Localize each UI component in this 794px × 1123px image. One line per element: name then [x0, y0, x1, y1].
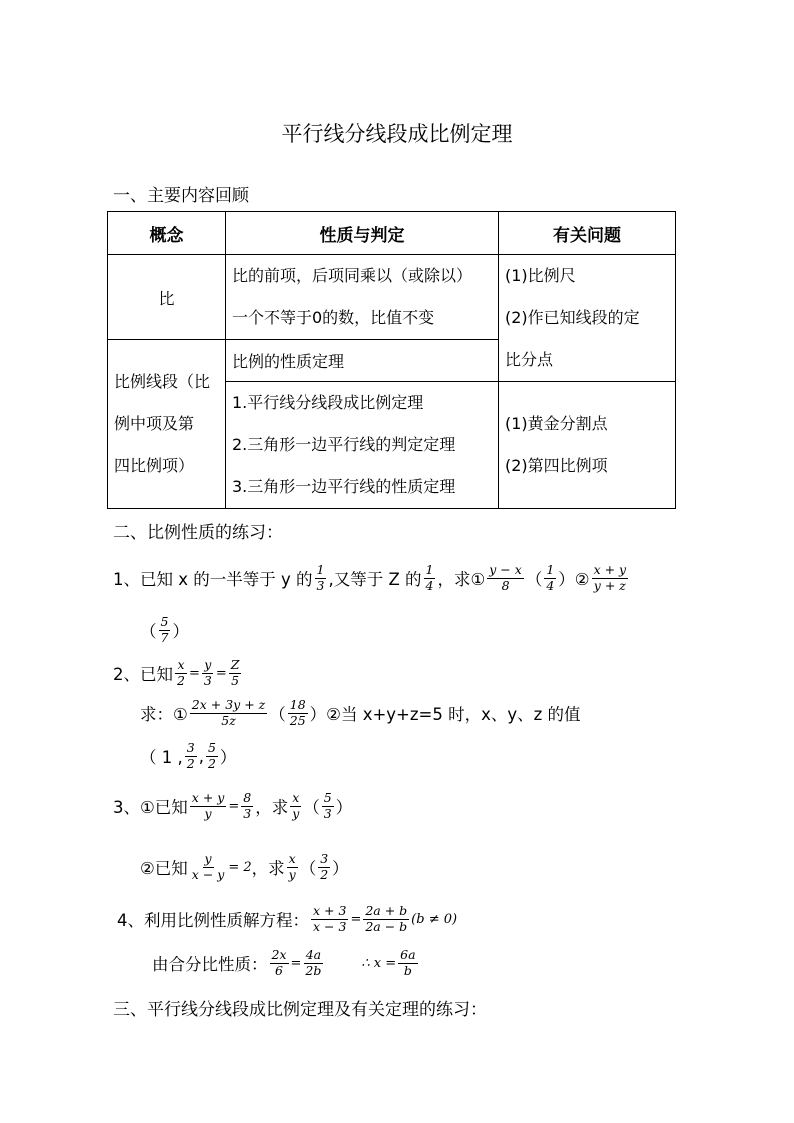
- property-top: 比例的性质定理: [226, 340, 499, 382]
- problem-1-answer-2: [140, 610, 189, 650]
- concept-line-1: 比例线段（比: [114, 372, 211, 391]
- p1-a1-open: （: [525, 570, 543, 589]
- table-row: [108, 255, 676, 340]
- fraction: $\frac{y}{3}$: [203, 657, 212, 688]
- related-segments: [499, 382, 676, 509]
- equals-sign: =: [290, 955, 302, 971]
- p1-mid1: ,又等于 Z 的: [328, 570, 422, 589]
- p2-ask: 求：①: [140, 705, 188, 724]
- fraction: $\frac{x}{y}$: [288, 851, 296, 882]
- fraction: $\frac{Z}{5}$: [230, 657, 240, 688]
- fraction: $\frac{y - x}{8}$: [489, 562, 522, 593]
- fraction: $\frac{x + y}{y + z}$: [593, 562, 627, 593]
- fraction: $\frac{5}{3}$: [323, 790, 332, 821]
- equals-sign: =: [350, 911, 362, 927]
- p3-a1-close: ）: [335, 798, 353, 817]
- p1-a2-close: ）: [172, 622, 189, 641]
- problem-1: [113, 556, 630, 600]
- fraction: $\frac{18}{25}$: [289, 697, 306, 728]
- review-table: [107, 211, 676, 509]
- concept-line-3: 四比例项）: [114, 456, 195, 475]
- header-property: 性质与判定: [226, 212, 499, 255]
- property-ratio-line-1: 比的前项，后项同乘以（或除以）: [232, 266, 473, 285]
- concept-line-2: 例中项及第: [114, 414, 195, 433]
- fraction: $\frac{1}{3}$: [316, 562, 325, 593]
- header-concept: 概念: [108, 212, 226, 255]
- fraction: $\frac{4a}{2b}$: [305, 947, 322, 978]
- fraction: $\frac{1}{4}$: [425, 562, 434, 593]
- fraction: $\frac{3}{2}$: [186, 740, 195, 771]
- fraction: $\frac{5}{2}$: [207, 740, 216, 771]
- problem-2: [113, 652, 243, 694]
- page-title: 平行线分线段成比例定理: [281, 122, 513, 146]
- fraction: $\frac{x}{y}$: [292, 790, 300, 821]
- header-related: 有关问题: [499, 212, 676, 255]
- table-header-row: [108, 212, 676, 255]
- concept-proportional-segments: [108, 340, 226, 509]
- therefore-x: ∴ x =: [361, 955, 397, 971]
- p2-ans-comma: ,: [198, 746, 204, 766]
- fraction: $\frac{2x}{6}$: [271, 947, 287, 978]
- p2-a1-close: ）②当 x+y+z=5 时，x、y、z 的值: [309, 705, 581, 724]
- p3-a2-close: ）: [332, 859, 349, 878]
- concept-ratio: 比: [108, 255, 226, 340]
- p2-prefix: 2、已知: [113, 665, 173, 684]
- p3-prefix2: ②已知: [140, 859, 188, 878]
- related-ratio-line-2: (2)作已知线段的定: [505, 308, 640, 327]
- p4-step-prefix: 由合分比性质：: [152, 955, 268, 974]
- property-theorems: [226, 382, 499, 509]
- problem-4: [117, 898, 457, 940]
- fraction: $\frac{1}{4}$: [546, 562, 555, 593]
- equals-sign: =: [188, 665, 200, 681]
- section-1-heading: 一、主要内容回顾: [113, 186, 249, 206]
- p3-ask1: ，求: [255, 798, 289, 817]
- p2-ans-close: ）: [219, 748, 237, 767]
- problem-2-ask: [140, 692, 581, 734]
- property-ratio: [226, 255, 499, 340]
- fraction: $\frac{6a}{b}$: [400, 947, 416, 978]
- condition: (b ≠ 0): [411, 911, 458, 927]
- equals-sign: =: [215, 665, 227, 681]
- problem-3a: [113, 785, 352, 827]
- p2-a1-open: （: [269, 705, 286, 724]
- theorem-line-2: 2.三角形一边平行线的判定定理: [232, 435, 456, 454]
- section-2-heading: 二、比例性质的练习：: [113, 523, 283, 543]
- problem-2-answer: [140, 735, 236, 777]
- related-ratio-line-1: (1)比例尺: [505, 266, 576, 285]
- theorem-line-3: 3.三角形一边平行线的性质定理: [232, 477, 456, 496]
- related-ratio: [499, 255, 676, 382]
- fraction: $\frac{x}{2}$: [177, 657, 185, 688]
- p3-ask2: ，求: [251, 859, 285, 878]
- property-ratio-line-2: 一个不等于0的数，比值不变: [232, 308, 435, 327]
- fraction: $\frac{8}{3}$: [243, 790, 252, 821]
- related-seg-line-1: (1)黄金分割点: [505, 414, 608, 433]
- p3-a2-open: （: [299, 859, 317, 878]
- p2-ans-open: （ 1 ,: [140, 748, 183, 767]
- theorem-line-1: 1.平行线分线段成比例定理: [232, 393, 424, 412]
- fraction: $\frac{2a + b}{2a - b}$: [365, 903, 408, 934]
- p1-a2-open: （: [140, 622, 157, 641]
- equals-two: = 2: [228, 859, 252, 875]
- p1-mid2: ，求①: [437, 570, 486, 589]
- fraction: $\frac{x + 3}{x - 3}$: [313, 903, 347, 934]
- section-3-heading: 三、平行线分线段成比例定理及有关定理的练习：: [113, 1000, 487, 1020]
- fraction: $\frac{y}{x - y}$: [191, 851, 225, 882]
- fraction: $\frac{5}{7}$: [160, 614, 169, 645]
- problem-4-step: [152, 942, 420, 984]
- equals-sign: =: [228, 798, 240, 814]
- p1-a1-close: ）②: [558, 570, 590, 589]
- fraction: $\frac{3}{2}$: [320, 851, 329, 882]
- p1-prefix: 1、已知 x 的一半等于 y 的: [113, 570, 313, 589]
- p3-a1-open: （: [303, 798, 320, 817]
- problem-3b: [140, 846, 349, 888]
- p3-prefix: 3、①已知: [113, 798, 188, 817]
- p4-prefix: 4、利用比例性质解方程：: [117, 911, 309, 930]
- related-ratio-line-3: 比分点: [505, 350, 554, 369]
- fraction: $\frac{x + y}{y}$: [191, 790, 225, 821]
- related-seg-line-2: (2)第四比例项: [505, 456, 608, 475]
- fraction: $\frac{2x + 3y + z}{5z}$: [191, 697, 266, 728]
